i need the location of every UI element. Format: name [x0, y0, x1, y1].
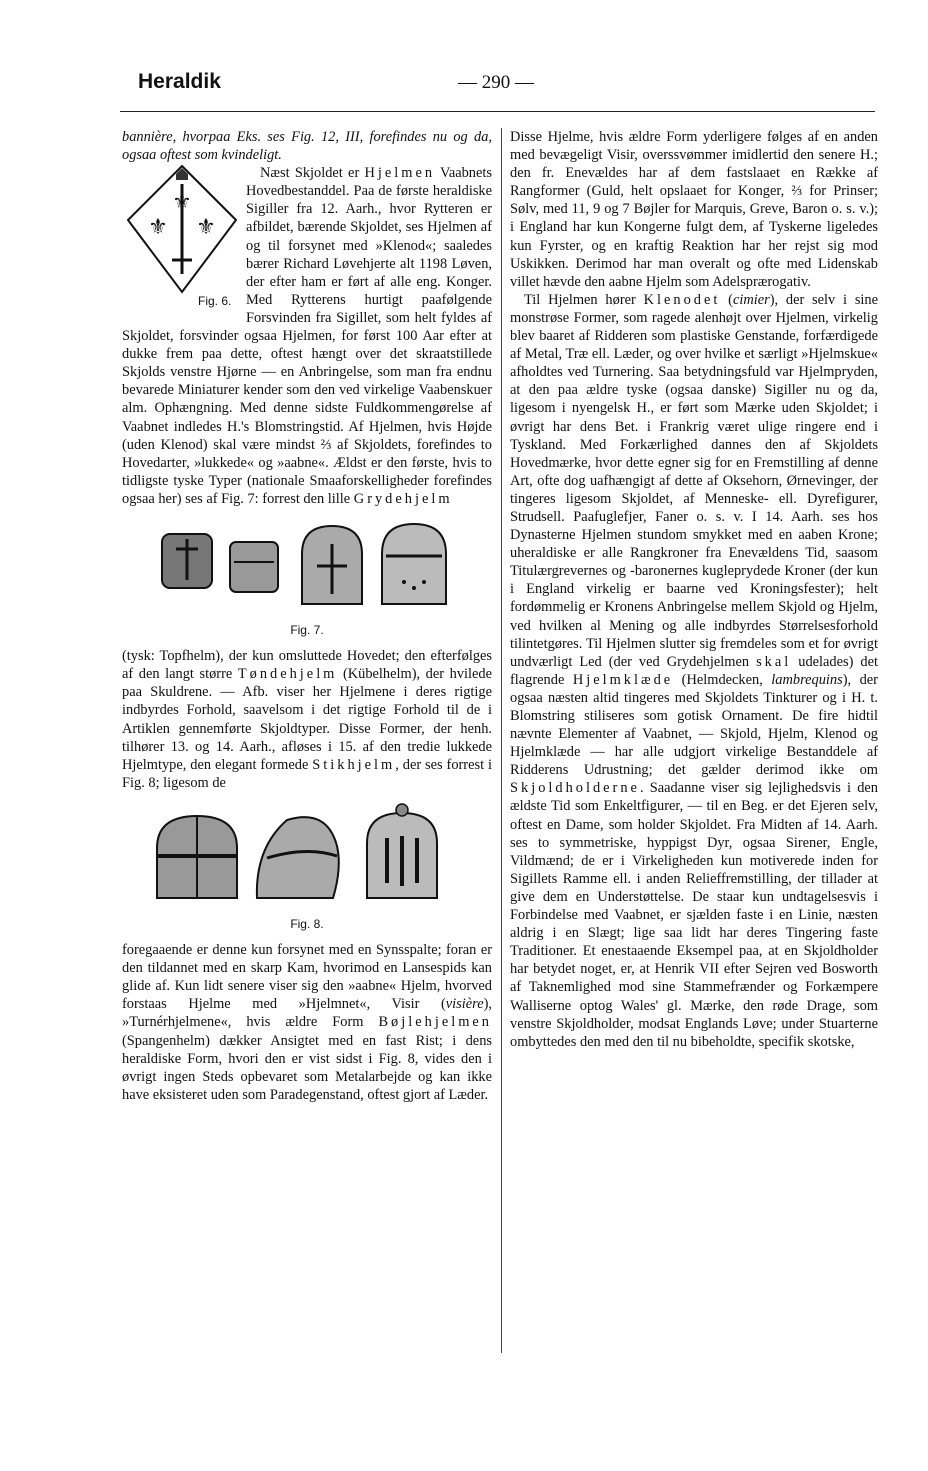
paragraph: Disse Hjelme, hvis ældre Form yderligere følges af en anden med bevægeligt Visir, overssvømmer imidlertid den senere H.; den fr. Enevældes har af dem fastslaaet en Række af Rangformer (Guld, helt opslaaet for Konger, ⅔ for Prinser; Sølv, med 11, 9 og 7 Bøjler for Marquis, Greve, Baron o. s. v.); i England har kun Kongerne fulgt dem, af Tyskerne ligeledes kun Fyrster, og en kraftig Reaktion har her rejst sig mod Uskikken. Derimod har man overalt og ofte med Lidenskab villet hævde den aabne Hjelm som Adelsprærogativ. [510, 129, 878, 290]
figure-7 [122, 514, 492, 639]
figure-6 [122, 164, 242, 324]
svg-text:⚜: ⚜ [148, 215, 168, 241]
header-rule [120, 111, 875, 112]
pot-helm-side [230, 542, 278, 592]
figure-8 [122, 798, 492, 933]
svg-text:⚜: ⚜ [172, 190, 192, 216]
paragraph: Næst Skjoldet er Hjelmen ⚜ ⚜ ⚜ Fig. 6. Vaabnets Hovedbestanddel. Paa de første heraldiske Sigiller fra 12. Aarh., hvor Rytteren er afbildet, bærende Skjoldet, ses Hjelmen af og til forsynet med »Klenod«; saaledes bærer Richard Løvehjerte alt 1198 Løven, der efter ham er ført af alle eng. Konger. Med Rytterens hurtigt paafølgende Forsvinden fra Sigillet, som helt fyldes af Skjoldet, forsvinder ogsaa Hjelmen, for først 100 Aar efter at dukke frem paa dette, oftest hængt over det skraatstillede Skjolds venstre Hjørne — en Anbringelse, som man fra endnu bevarede Miniaturer kender som den ved virkelige Vaabenskuer alm. Ophængning. Med denne sidste Fuldkommengørelse af Vaabnet indledes H.'s Blomstringstid. Af Hjelmen, hvis Højde (uden Klenod) skal være mindst ⅔ af Skjoldets, forefindes to Hovedarter, »lukkede« og »aabne«. Ældst er den første, hvis to tidligste tyske Typer (nationale Smaaforskelligheder forefindes ogsaa her) ses af Fig. 7: forrest den lille Grydehjelm [122, 165, 492, 507]
page-number: — 290 — [458, 72, 534, 93]
paragraph: (tysk: Topfhelm), der kun omsluttede Hovedet; den efterfølges af den langt større Tøndehjelm (Kübelhelm), der hvilede paa Skuldrene. — Afb. viser her Hjelmene i deres rigtige indbyrdes Forhold, saavelsom i det rigtige Forhold til de i Artiklen gennemførte Skjoldtyper. Disse Former, der henh. tilhører 13. og 14. Aarh., afløses i 15. af den tredie lukkede Hjelmtype, den elegant formede Stikhjelm, der ses forrest i Fig. 8; ligesom de [122, 648, 492, 791]
column-divider [501, 128, 502, 1353]
paragraph: foregaaende er denne kun forsynet med en Synsspalte; foran er den tildannet med en skarp Kam, hvorimod en Lansespids kan glide af. Kun lidt senere viser sig den »aabne« Hjelm, hvorved forstaas Hjelme med »Hjelmnet«, Visir (visière), »Turnérhjelmene«, hvis ældre Form Bøjlehjelmen (Spangenhelm) dækker Ansigtet med en fast Rist; i dens heraldiske Form, hvori den er vist sidst i Fig. 8, vides den i øvrigt ingen Steds opbevaret som Metalarbejde og kan ikke have eksisteret uden som Paradegenstand, oftest gjort af Læder. [122, 942, 492, 1103]
paragraph: bannière, hvorpaa Eks. ses Fig. 12, III, forefindes nu og da, ogsaa oftest som kvindeligt. [122, 129, 492, 164]
page-header [138, 70, 878, 104]
svg-text:⚜: ⚜ [196, 215, 216, 241]
left-column [122, 128, 492, 1104]
helmets-fig8-illustration [137, 798, 477, 908]
shield-fig6-illustration [126, 164, 238, 294]
right-column [510, 128, 878, 1051]
figure-caption: Fig. 8. [290, 917, 324, 931]
figure-caption: Fig. 6. [198, 294, 232, 309]
figure-caption: Fig. 7. [290, 623, 324, 638]
section-title: Heraldik [138, 70, 221, 93]
paragraph: Til Hjelmen hører Klenodet (cimier), der selv i sine monstrøse Former, som ragede alenhøjt over Hjelmen, virkelig blev baaret af Ridderen som plastiske Genstande, forfærdigede af Metal, Træ ell. Læder, og over hvilke et særligt »Hjelmskue« afholdtes ved Turnering. Saa betydningsfuld var Hjelmpryden, at den paa ældre tyske (ogsaa danske) Sigiller nu og da, ligesom i nyengelsk H., er ført som Mærke uden Skjoldet; i øvrigt har dens Bet. i Frankrig været ulige ringere end i Tyskland. Med Forkærlighed dannes den af Skjoldets Hovedmærke, hvor dette egner sig for en Fremstilling af denne Art, ofte dog uafhængigt af dette af Oksehorn, Ørnevinger, der tingeres ligesom Skjoldet, af Menneske- ell. Dyrefigurer, Strudsell. Paafuglefjer, Faner o. s. v. I 14. Aarh. ses hos Dynasterne Hjelmen stundom smykket med en aaben Krone; uheraldiske er alle Rangkroner fra Enevældens Tid, saasom Titulærgrevernes og -baronernes kugleprydede Kroner (der kun i England virkelig er baarne ved Kroningsfester); helt fordømmelig er Kronens Anbringelse mellem Skjold og Hjelm, ved hvilken al Mening og alle indbyrdes Størrelsesforhold tilintetgøres. Til Hjelmen slutter sig fremdeles som et for øvrigt undværligt Led (der ved Grydehjelmen skal udelades) det flagrende Hjelmklæde (Helmdecken, lambrequins), der ogsaa næsten altid tingeres med Skjoldets Tinkturer og i H. t. Blomstring stiliseres som gotisk Ornament. De fire hidtil nævnte Elementer af Vaabnet, — Skjold, Hjelm, Klenod og Hjelmklæde — har alle udgjort virkelige Bestanddele af Ridderens Udrustning; det gælder derimod ikke om Skjoldholderne. Saadanne viser sig lejlighedsvis i den ældste Tid som Enkeltfigurer, — til en Beg. er det Ejeren selv, oftest en Dame, som holder Skjoldet. Fra Midten af 14. Aarh. ses to symmetriske, hyppigst Dyr, ogsaa Sirener, Engle, Vildmænd; de er i Virkeligheden kun motiverede inden for Sigillets Ramme ell. i anden Relieffremstilling, der tillader at give dem en Understøttelse. De staar kun undtagelsesvis i Forbindelse med Vaabnet, er sjælden faste i en Linie, næsten aldrig i en Slægt; lige saa lidt har deres Tingering faste Traditioner. Et enestaaende Eksempel paa, at en Skjoldholder har betydet noget, er, at Henrik VII efter Sejren ved Bosworth af Taknemlighed mod sine Stammefrænder og Forkæmpere Walliserne optog Wales' gl. Mærke, den røde Drage, som venstre Skjoldholder, modsat Englands Løve; under Stuarterne ombyttedes den med den til nu bibeholdte, specifik skotske, [510, 291, 879, 1050]
helmets-fig7-illustration [142, 514, 472, 614]
barrel-helm-side [382, 524, 446, 604]
